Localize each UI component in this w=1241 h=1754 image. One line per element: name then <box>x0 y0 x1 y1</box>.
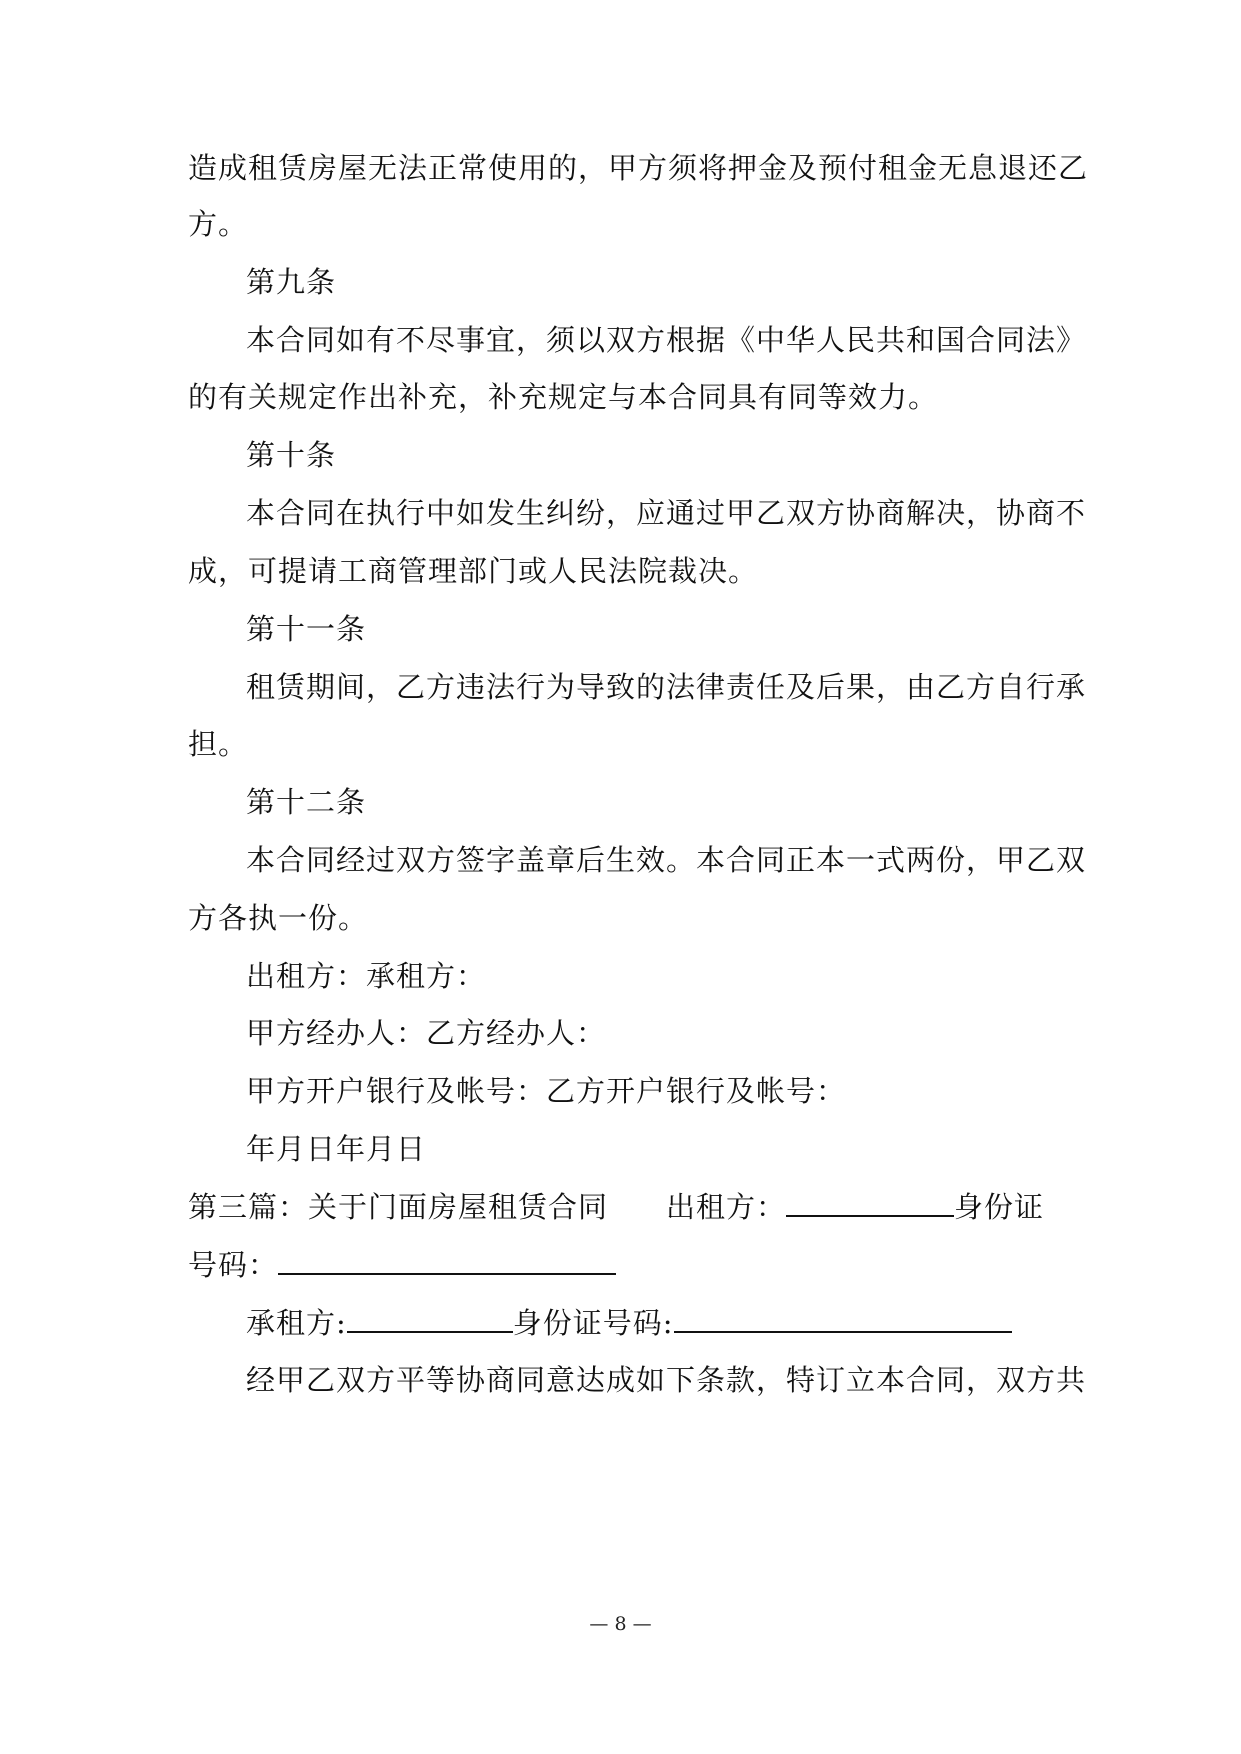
lessee-id-blank <box>674 1303 1012 1333</box>
lessor-name-blank <box>786 1187 954 1217</box>
date-line: 年月日年月日 <box>246 1132 427 1166</box>
id-label: 号码： <box>188 1248 279 1282</box>
paragraph-line: 方。 <box>188 207 249 241</box>
paragraph-line: 造成租赁房屋无法正常使用的，甲方须将押金及预付租金无息退还乙 <box>188 151 1089 185</box>
paragraph-line: 成，可提请工商管理部门或人民法院裁决。 <box>188 554 759 588</box>
lessee-line <box>246 1303 1012 1343</box>
id-label: 身份证 <box>954 1190 1045 1224</box>
article-heading: 第十条 <box>246 438 337 472</box>
page-number: — 8 — <box>589 1613 652 1635</box>
id-number-line <box>188 1245 616 1285</box>
signature-line: 出租方：承租方： <box>246 959 487 993</box>
paragraph-line: 本合同在执行中如发生纠纷，应通过甲乙双方协商解决，协商不 <box>246 496 1087 530</box>
section-title-line <box>188 1187 1044 1227</box>
paragraph-line: 担。 <box>188 727 249 761</box>
article-heading: 第九条 <box>246 265 337 299</box>
signature-line: 甲方经办人：乙方经办人： <box>246 1016 607 1050</box>
lessee-id-label: 身份证号码: <box>512 1306 674 1340</box>
lessee-label: 承租方: <box>246 1306 347 1340</box>
signature-line: 甲方开户银行及帐号：乙方开户银行及帐号： <box>246 1074 847 1108</box>
lessor-id-blank <box>278 1245 616 1275</box>
lessee-name-blank <box>347 1303 513 1333</box>
paragraph-line: 经甲乙双方平等协商同意达成如下条款，特订立本合同，双方共 <box>246 1363 1087 1397</box>
paragraph-line: 的有关规定作出补充，补充规定与本合同具有同等效力。 <box>188 380 939 414</box>
paragraph-line: 方各执一份。 <box>188 901 369 935</box>
section-title: 第三篇：关于门面房屋租赁合同 <box>188 1190 609 1224</box>
paragraph-line: 租赁期间，乙方违法行为导致的法律责任及后果，由乙方自行承 <box>246 670 1087 704</box>
article-heading: 第十二条 <box>246 785 367 819</box>
paragraph-line: 本合同经过双方签字盖章后生效。本合同正本一式两份，甲乙双 <box>246 843 1087 877</box>
article-heading: 第十一条 <box>246 612 367 646</box>
lessor-label: 出租方： <box>666 1190 787 1224</box>
paragraph-line: 本合同如有不尽事宜，须以双方根据《中华人民共和国合同法》 <box>246 323 1087 357</box>
